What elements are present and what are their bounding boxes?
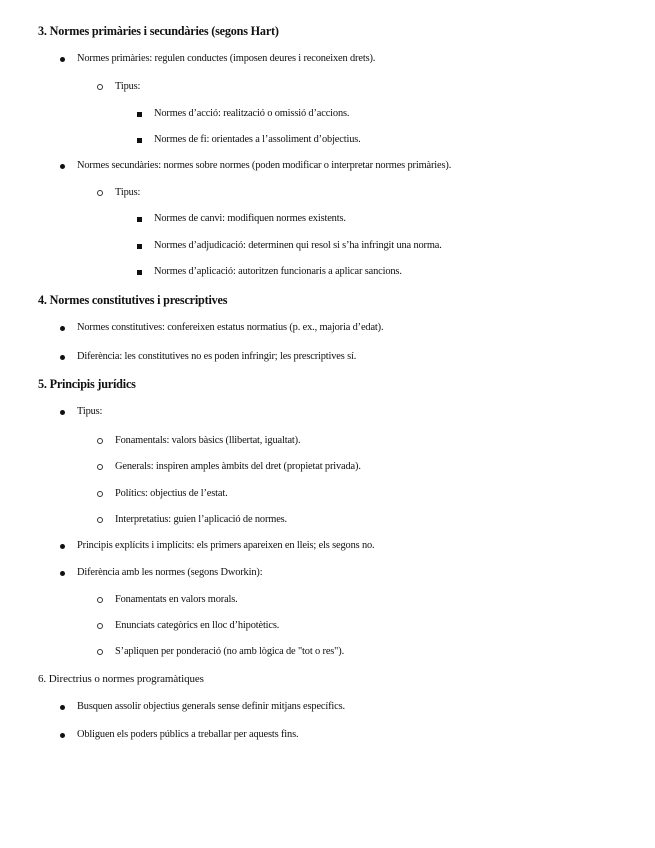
- list-item: [154, 212, 346, 226]
- square-bullet-icon: [137, 270, 142, 275]
- list-item-text: S’apliquen per ponderació (no amb lògica de "tot o res").: [115, 646, 345, 657]
- list-item: [115, 460, 361, 474]
- disc-bullet-icon: [60, 164, 65, 169]
- section-heading-6: 6. Directrius o normes programàtiques: [38, 673, 204, 685]
- square-bullet-icon: [137, 138, 142, 143]
- section-heading-3: 3. Normes primàries i secundàries (segons Hart): [38, 24, 279, 38]
- disc-bullet-icon: [60, 733, 65, 738]
- list-item: [77, 52, 375, 66]
- list-item: [77, 350, 356, 364]
- list-item: [115, 645, 344, 659]
- disc-bullet-icon: [60, 355, 65, 360]
- square-bullet-icon: [137, 244, 142, 249]
- list-item-text: Enunciats categòrics en lloc d’hipotètics.: [115, 620, 280, 631]
- list-item: [77, 700, 345, 714]
- list-item: [77, 159, 451, 173]
- list-item: [154, 107, 349, 121]
- disc-bullet-icon: [60, 410, 65, 415]
- disc-bullet-icon: [60, 705, 65, 710]
- circle-bullet-icon: [97, 438, 103, 444]
- circle-bullet-icon: [97, 491, 103, 497]
- list-item: [115, 186, 140, 200]
- list-item-text: Normes de fi: orientades a l’assoliment d’objectius.: [154, 134, 361, 145]
- square-bullet-icon: [137, 112, 142, 117]
- list-item: [154, 133, 361, 147]
- list-item-text: Fonamentals: valors bàsics (llibertat, igualtat).: [115, 435, 301, 446]
- list-item: [115, 513, 287, 527]
- disc-bullet-icon: [60, 326, 65, 331]
- list-item-text: Polítics: objectius de l’estat.: [115, 488, 228, 499]
- square-bullet-icon: [137, 217, 142, 222]
- list-item-text: Normes primàries: regulen conductes (imposen deures i reconeixen drets).: [77, 53, 376, 64]
- list-item: [115, 80, 140, 94]
- list-item-text: Tipus:: [115, 81, 141, 92]
- list-item-text: Normes secundàries: normes sobre normes (poden modificar o interpretar normes primàries).: [77, 160, 452, 171]
- list-item-text: Generals: inspiren amples àmbits del dret (propietat privada).: [115, 461, 361, 472]
- circle-bullet-icon: [97, 517, 103, 523]
- list-item: [115, 593, 238, 607]
- list-item: [77, 321, 383, 335]
- list-item-text: Principis explícits i implícits: els primers apareixen en lleis; els segons no.: [77, 540, 375, 551]
- list-item: [115, 619, 279, 633]
- list-item: [115, 487, 228, 501]
- list-item: [77, 539, 375, 553]
- circle-bullet-icon: [97, 464, 103, 470]
- list-item-text: Normes d’aplicació: autoritzen funcionaris a aplicar sancions.: [154, 266, 402, 277]
- list-item-text: Normes d’acció: realització o omissió d’accions.: [154, 108, 350, 119]
- list-item-text: Tipus:: [77, 406, 103, 417]
- list-item: [77, 566, 262, 580]
- section-heading-5: 5. Principis jurídics: [38, 377, 136, 391]
- list-item: [115, 434, 300, 448]
- list-item-text: Diferència: les constitutives no es poden infringir; les prescriptives sí.: [77, 351, 357, 362]
- list-item-text: Interpretatius: guien l’aplicació de normes.: [115, 514, 287, 525]
- list-item: [154, 239, 442, 253]
- section-heading-4: 4. Normes constitutives i prescriptives: [38, 293, 228, 307]
- list-item-text: Busquen assolir objectius generals sense definir mitjans específics.: [77, 701, 345, 712]
- disc-bullet-icon: [60, 571, 65, 576]
- list-item-text: Normes constitutives: confereixen estatus normatius (p. ex., majoria d’edat).: [77, 322, 384, 333]
- circle-bullet-icon: [97, 84, 103, 90]
- list-item: [154, 265, 402, 279]
- disc-bullet-icon: [60, 57, 65, 62]
- disc-bullet-icon: [60, 544, 65, 549]
- list-item: [77, 728, 298, 742]
- circle-bullet-icon: [97, 649, 103, 655]
- list-item: [77, 405, 102, 419]
- list-item-text: Obliguen els poders públics a treballar per aquests fins.: [77, 729, 299, 740]
- circle-bullet-icon: [97, 190, 103, 196]
- list-item-text: Tipus:: [115, 187, 141, 198]
- list-item-text: Normes de canvi: modifiquen normes existents.: [154, 213, 346, 224]
- circle-bullet-icon: [97, 623, 103, 629]
- list-item-text: Fonamentats en valors morals.: [115, 594, 238, 605]
- list-item-text: Normes d’adjudicació: determinen qui resol si s’ha infringit una norma.: [154, 240, 442, 251]
- list-item-text: Diferència amb les normes (segons Dworkin):: [77, 567, 263, 578]
- circle-bullet-icon: [97, 597, 103, 603]
